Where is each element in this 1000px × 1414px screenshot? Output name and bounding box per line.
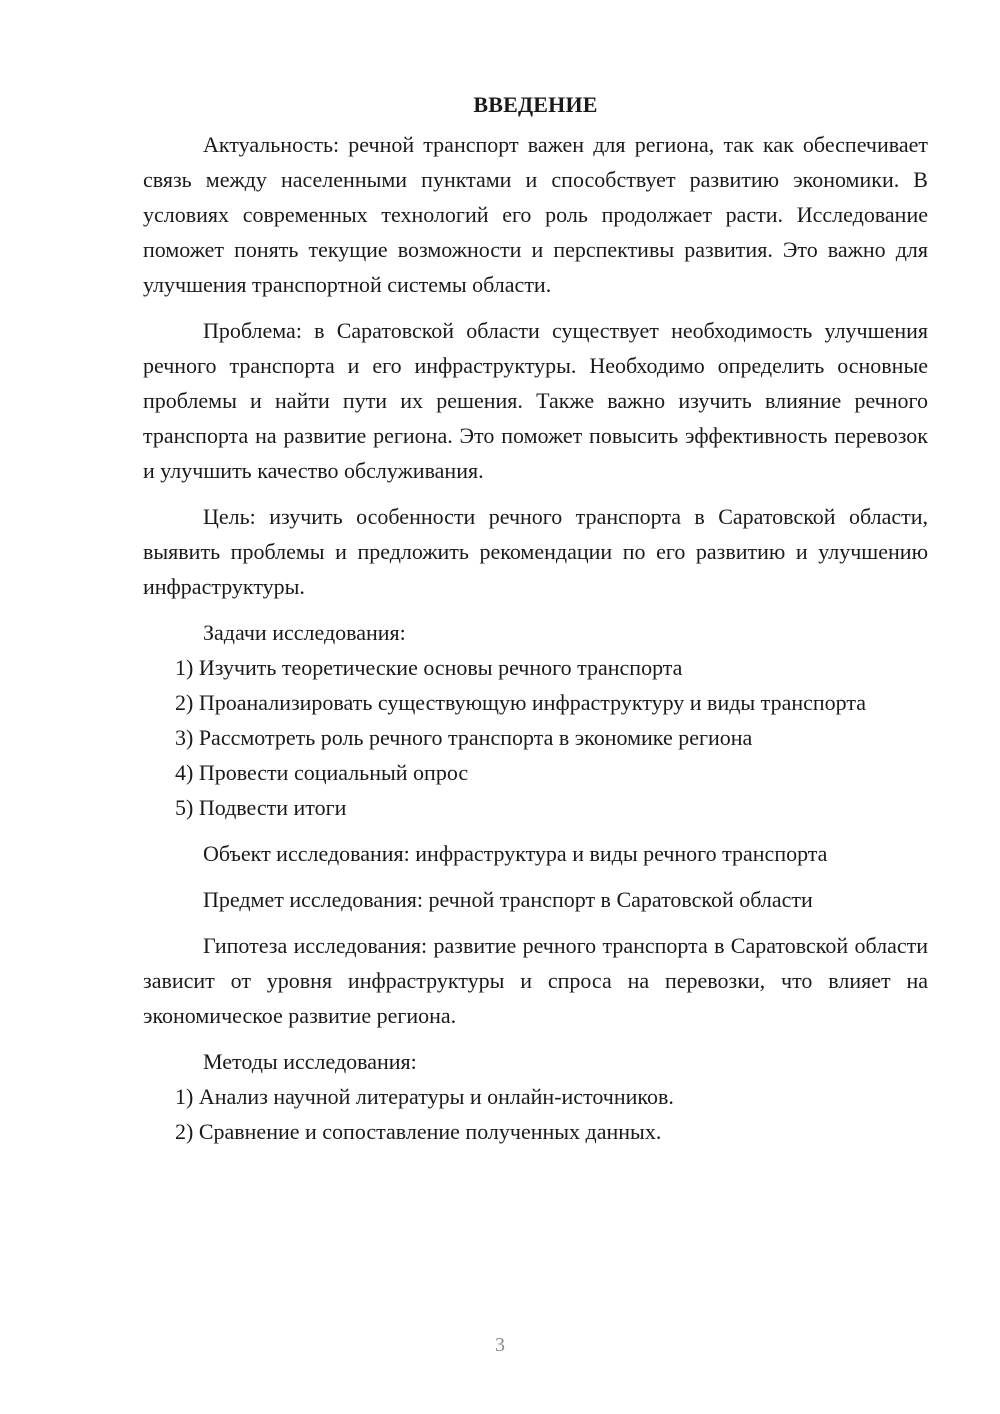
task-item-2: 2) Проанализировать существующую инфраструктуру и виды транспорта	[175, 690, 867, 715]
subject-paragraph: Предмет исследования: речной транспорт в Саратовской области	[203, 887, 813, 912]
problem-paragraph: Проблема: в Саратовской области существует необходимость улучшения речного транспорта и его инфраструктуры. Необходимо определить основные проблемы и найти пути их решения. Также важно изучить влияние речного транспорта на развитие региона. Это поможет повысить эффективность перевозок и улучшить качество обслуживания.	[143, 318, 928, 483]
goal-paragraph: Цель: изучить особенности речного транспорта в Саратовской области, выявить проблемы и предложить рекомендации по его развитию и улучшению инфраструктуры.	[143, 504, 928, 599]
task-item-3: 3) Рассмотреть роль речного транспорта в экономике региона	[175, 725, 753, 750]
method-item-1: 1) Анализ научной литературы и онлайн-источников.	[175, 1084, 674, 1109]
methods-title: Методы исследования:	[203, 1049, 417, 1074]
object-paragraph: Объект исследования: инфраструктура и виды речного транспорта	[203, 841, 828, 866]
method-item-2: 2) Сравнение и сопоставление полученных данных.	[175, 1119, 662, 1144]
task-item-5: 5) Подвести итоги	[175, 795, 347, 820]
page-heading: ВВЕДЕНИЕ	[473, 92, 598, 117]
relevance-paragraph: Актуальность: речной транспорт важен для региона, так как обеспечивает связь между населенными пунктами и способствует развитию экономики. В условиях современных технологий его роль продолжает расти. Исследование поможет понять текущие возможности и перспективы развития. Это важно для улучшения транспортной системы области.	[143, 132, 928, 297]
tasks-title: Задачи исследования:	[203, 620, 406, 645]
hypothesis-paragraph: Гипотеза исследования: развитие речного транспорта в Саратовской области зависит от уровня инфраструктуры и спроса на перевозки, что влияет на экономическое развитие региона.	[143, 933, 928, 1028]
page-number: 3	[495, 1334, 505, 1356]
task-item-1: 1) Изучить теоретические основы речного транспорта	[175, 655, 683, 680]
task-item-4: 4) Провести социальный опрос	[175, 760, 469, 785]
